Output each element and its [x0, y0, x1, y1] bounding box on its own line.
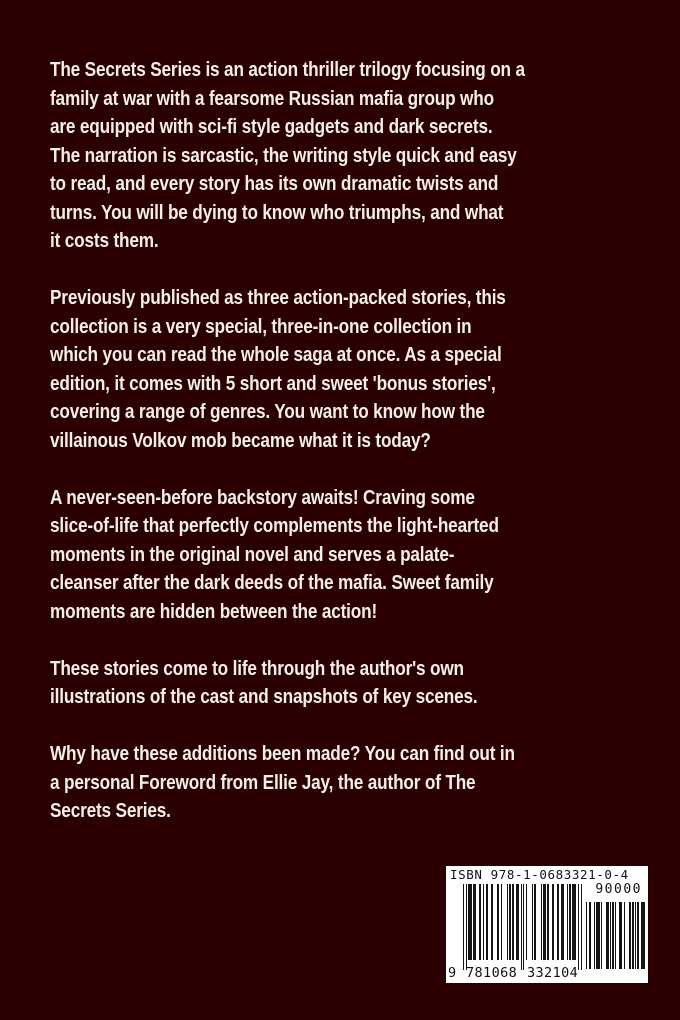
blurb-line: Previously published as three action-packed stories, this [50, 287, 506, 309]
price-addon-bars [586, 902, 645, 969]
blurb-line: slice-of-life that perfectly complements the light-hearted [50, 515, 499, 537]
blurb-paragraph [50, 740, 630, 826]
ean-left-group: 781068 [466, 965, 518, 981]
blurb-line: edition, it comes with 5 short and sweet 'bonus stories', [50, 372, 496, 395]
blurb-line: The Secrets Series is an action thriller trilogy focusing on a [50, 59, 525, 81]
price-addon-label: 90000 [595, 882, 642, 897]
blurb-line: villainous Volkov mob became what it is today? [50, 429, 431, 452]
blurb-line: family at war with a fearsome Russian mafia group who [50, 87, 494, 110]
blurb-line: covering a range of genres. You want to know how the [50, 401, 485, 423]
ean-first-digit: 9 [448, 965, 457, 981]
blurb-paragraph [50, 284, 630, 455]
blurb-line: Why have these additions been made? You can find out in [50, 743, 515, 765]
blurb-line: The narration is sarcastic, the writing style quick and easy [50, 144, 517, 167]
blurb-line: Secrets Series. [50, 800, 171, 822]
blurb-line: moments are hidden between the action! [50, 600, 378, 623]
blurb-line: are equipped with sci-fi style gadgets and dark secrets. [50, 116, 493, 138]
isbn-barcode [446, 866, 648, 983]
back-cover-blurb [50, 56, 630, 854]
blurb-line: to read, and every story has its own dramatic twists and [50, 173, 499, 195]
blurb-paragraph [50, 655, 630, 712]
isbn-label: ISBN 978-1-0683321-0-4 [450, 867, 629, 882]
blurb-line: collection is a very special, three-in-one collection in [50, 315, 472, 338]
blurb-paragraph [50, 484, 630, 627]
blurb-line: moments in the original novel and serves a palate- [50, 543, 455, 566]
blurb-line: These stories come to life through the author's own [50, 657, 464, 680]
blurb-line: which you can read the whole saga at once. As a special [50, 344, 502, 366]
blurb-line: it costs them. [50, 230, 159, 252]
blurb-line: a personal Foreword from Ellie Jay, the author of The [50, 771, 476, 794]
ean13-bars [463, 884, 582, 970]
ean-right-group: 332104 [527, 965, 579, 981]
blurb-line: cleanser after the dark deeds of the mafia. Sweet family [50, 572, 494, 594]
blurb-line: turns. You will be dying to know who triumphs, and what [50, 201, 504, 224]
blurb-line: A never-seen-before backstory awaits! Craving some [50, 486, 475, 509]
blurb-line: illustrations of the cast and snapshots of key scenes. [50, 686, 478, 708]
blurb-paragraph [50, 56, 630, 256]
